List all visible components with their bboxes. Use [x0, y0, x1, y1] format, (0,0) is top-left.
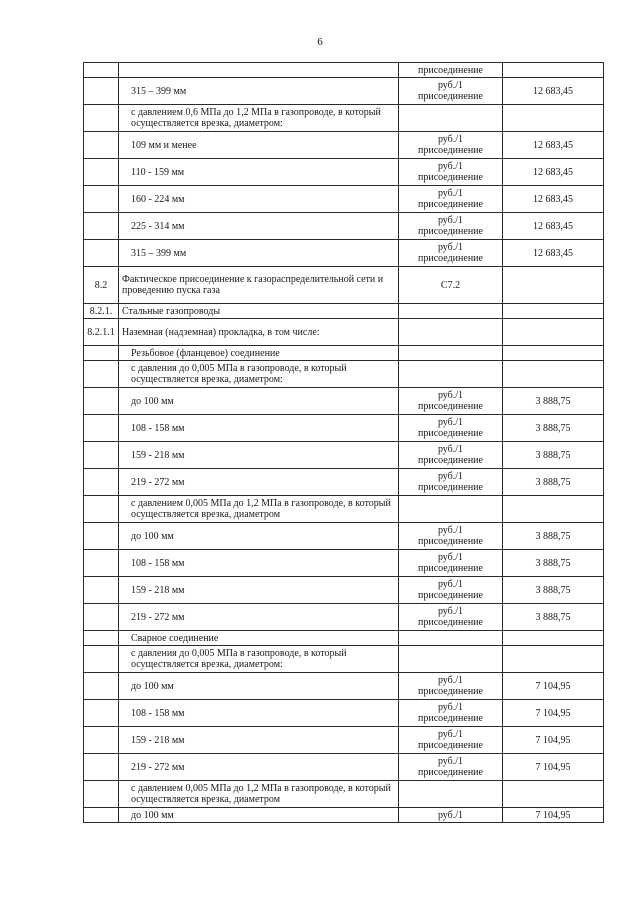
row-name: с давления до 0,005 МПа в газопроводе, в который осуществляется врезка, диаметром:: [119, 361, 399, 388]
unit-line: присоединение: [418, 401, 483, 412]
row-name: до 100 мм: [119, 388, 399, 415]
row-price: 7 104,95: [503, 700, 604, 727]
unit-line: руб./1: [437, 675, 464, 686]
row-name: 225 - 314 мм: [119, 213, 399, 240]
row-code: [84, 78, 119, 105]
row-name: 160 - 224 мм: [119, 186, 399, 213]
row-name: 159 - 218 мм: [119, 727, 399, 754]
row-unit: [399, 415, 503, 442]
row-code: [84, 577, 119, 604]
row-unit: [399, 442, 503, 469]
row-code: 8.2.1.: [84, 304, 119, 319]
row-unit: [399, 304, 503, 319]
table-row: [84, 469, 604, 496]
table-row: [84, 63, 604, 78]
unit-line: присоединение: [418, 767, 483, 778]
row-price: 12 683,45: [503, 159, 604, 186]
row-price: [503, 646, 604, 673]
row-price: [503, 267, 604, 304]
row-price: [503, 781, 604, 808]
row-price: 12 683,45: [503, 213, 604, 240]
row-unit: [399, 63, 503, 78]
tariff-table-body: [84, 63, 604, 823]
table-row: [84, 673, 604, 700]
row-unit: [399, 631, 503, 646]
row-name: [119, 63, 399, 78]
table-row: [84, 159, 604, 186]
row-price: 3 888,75: [503, 550, 604, 577]
row-price: [503, 496, 604, 523]
row-unit: [399, 240, 503, 267]
unit-line: присоединение: [418, 536, 483, 547]
row-unit: [399, 604, 503, 631]
unit-line: присоединение: [418, 563, 483, 574]
row-name: 159 - 218 мм: [119, 442, 399, 469]
unit-line: присоединение: [418, 713, 483, 724]
unit-line: присоединение: [418, 428, 483, 439]
row-name: с давлением 0,005 МПа до 1,2 МПа в газопроводе, в который осуществляется врезка, диаметром: [119, 781, 399, 808]
row-code: [84, 523, 119, 550]
row-price: 3 888,75: [503, 577, 604, 604]
row-unit: [399, 781, 503, 808]
table-row: [84, 78, 604, 105]
row-code: [84, 673, 119, 700]
row-price: 7 104,95: [503, 808, 604, 823]
row-unit: [399, 159, 503, 186]
unit-line: руб./1: [437, 215, 464, 226]
table-row: [84, 132, 604, 159]
unit-line: руб./1: [437, 417, 464, 428]
row-unit: [399, 267, 503, 304]
row-code: [84, 808, 119, 823]
row-name: с давления до 0,005 МПа в газопроводе, в который осуществляется врезка, диаметром:: [119, 646, 399, 673]
row-price: 3 888,75: [503, 523, 604, 550]
row-code: [84, 781, 119, 808]
table-row: [84, 213, 604, 240]
unit-line: присоединение: [418, 253, 483, 264]
row-price: [503, 63, 604, 78]
table-row: [84, 523, 604, 550]
row-name: 108 - 158 мм: [119, 550, 399, 577]
row-name: 315 – 399 мм: [119, 78, 399, 105]
row-unit: [399, 727, 503, 754]
row-unit: [399, 673, 503, 700]
row-unit: [399, 388, 503, 415]
row-code: [84, 63, 119, 78]
table-row: [84, 646, 604, 673]
table-row: [84, 240, 604, 267]
unit-line: руб./1: [437, 756, 464, 767]
row-price: 7 104,95: [503, 673, 604, 700]
row-code: [84, 442, 119, 469]
row-price: 3 888,75: [503, 388, 604, 415]
row-name: 159 - 218 мм: [119, 577, 399, 604]
unit-line: присоединение: [418, 740, 483, 751]
row-name: 108 - 158 мм: [119, 415, 399, 442]
table-row: [84, 388, 604, 415]
table-row: [84, 577, 604, 604]
row-code: [84, 700, 119, 727]
table-row: [84, 754, 604, 781]
row-unit: [399, 186, 503, 213]
row-unit: [399, 361, 503, 388]
row-name: до 100 мм: [119, 808, 399, 823]
row-code: [84, 186, 119, 213]
unit-line: присоединение: [418, 226, 483, 237]
row-price: 3 888,75: [503, 604, 604, 631]
row-name: 108 - 158 мм: [119, 700, 399, 727]
row-code: [84, 159, 119, 186]
table-row: [84, 186, 604, 213]
unit-line: присоединение: [418, 145, 483, 156]
row-price: 3 888,75: [503, 469, 604, 496]
row-name: с давлением 0,6 МПа до 1,2 МПа в газопроводе, в который осуществляется врезка, диаметром:: [119, 105, 399, 132]
unit-line: руб./1: [437, 161, 464, 172]
row-code: [84, 550, 119, 577]
row-name: 109 мм и менее: [119, 132, 399, 159]
row-name: Стальные газопроводы: [119, 304, 399, 319]
row-code: [84, 496, 119, 523]
row-price: 7 104,95: [503, 754, 604, 781]
row-code: [84, 105, 119, 132]
unit-line: присоединение: [418, 590, 483, 601]
unit-line: присоединение: [418, 91, 483, 102]
row-unit: [399, 319, 503, 346]
row-price: 12 683,45: [503, 186, 604, 213]
table-row: [84, 781, 604, 808]
row-price: 3 888,75: [503, 415, 604, 442]
unit-line: присоединение: [418, 617, 483, 628]
table-row: [84, 442, 604, 469]
unit-line: руб./1: [437, 729, 464, 740]
row-unit: [399, 754, 503, 781]
row-price: [503, 105, 604, 132]
row-price: 12 683,45: [503, 78, 604, 105]
row-price: [503, 319, 604, 346]
row-name: Наземная (надземная) прокладка, в том числе:: [119, 319, 399, 346]
row-code: [84, 240, 119, 267]
row-unit: [399, 213, 503, 240]
row-name: 219 - 272 мм: [119, 469, 399, 496]
row-name: 110 - 159 мм: [119, 159, 399, 186]
unit-line: присоединение: [418, 455, 483, 466]
table-row: [84, 319, 604, 346]
row-code: [84, 631, 119, 646]
table-row: [84, 550, 604, 577]
row-name: 219 - 272 мм: [119, 604, 399, 631]
row-price: 7 104,95: [503, 727, 604, 754]
page-number: 6: [317, 36, 323, 48]
unit-line: руб./1: [437, 702, 464, 713]
row-unit: [399, 700, 503, 727]
row-price: [503, 361, 604, 388]
table-row: [84, 105, 604, 132]
row-price: [503, 346, 604, 361]
row-unit: [399, 346, 503, 361]
row-price: [503, 631, 604, 646]
row-unit: [399, 105, 503, 132]
row-unit: [399, 132, 503, 159]
unit-line: руб./1: [437, 444, 464, 455]
row-code: 8.2.1.1: [84, 319, 119, 346]
row-unit: [399, 78, 503, 105]
table-row: [84, 808, 604, 823]
unit-line: руб./1: [437, 606, 464, 617]
unit-line: руб./1: [437, 390, 464, 401]
row-code: [84, 754, 119, 781]
row-name: до 100 мм: [119, 673, 399, 700]
unit-line: руб./1: [437, 134, 464, 145]
row-code: [84, 469, 119, 496]
unit-line: руб./1: [437, 471, 464, 482]
table-row: [84, 727, 604, 754]
row-name: с давлением 0,005 МПа до 1,2 МПа в газопроводе, в который осуществляется врезка, диаметром: [119, 496, 399, 523]
unit-line: руб./1: [437, 188, 464, 199]
row-code: 8.2: [84, 267, 119, 304]
table-row: [84, 496, 604, 523]
row-name: до 100 мм: [119, 523, 399, 550]
unit-line: руб./1: [437, 80, 464, 91]
row-code: [84, 646, 119, 673]
table-row: [84, 631, 604, 646]
row-price: 12 683,45: [503, 132, 604, 159]
unit-line: руб./1: [437, 552, 464, 563]
table-row: [84, 415, 604, 442]
row-unit: [399, 577, 503, 604]
row-name: 219 - 272 мм: [119, 754, 399, 781]
row-code: [84, 388, 119, 415]
row-unit: [399, 469, 503, 496]
row-name: 315 – 399 мм: [119, 240, 399, 267]
row-price: 12 683,45: [503, 240, 604, 267]
row-name: Резьбовое (фланцевое) соединение: [119, 346, 399, 361]
row-code: [84, 346, 119, 361]
table-row: [84, 361, 604, 388]
row-name: Сварное соединение: [119, 631, 399, 646]
table-row: [84, 604, 604, 631]
row-name: Фактическое присоединение к газораспределительной сети и проведению пуска газа: [119, 267, 399, 304]
row-code: [84, 361, 119, 388]
unit-line: руб./1: [437, 809, 464, 821]
row-code: [84, 604, 119, 631]
row-unit: [399, 550, 503, 577]
row-unit: [399, 496, 503, 523]
row-unit: [399, 808, 503, 823]
row-unit: [399, 523, 503, 550]
unit-line: С7.2: [440, 279, 461, 291]
row-code: [84, 213, 119, 240]
row-price: [503, 304, 604, 319]
row-code: [84, 415, 119, 442]
unit-line: присоединение: [418, 199, 483, 210]
unit-line: руб./1: [437, 242, 464, 253]
unit-line: руб./1: [437, 579, 464, 590]
unit-line: присоединение: [418, 482, 483, 493]
unit-line: присоединение: [418, 172, 483, 183]
unit-line: присоединение: [418, 64, 483, 76]
unit-line: руб./1: [437, 525, 464, 536]
row-price: 3 888,75: [503, 442, 604, 469]
row-unit: [399, 646, 503, 673]
row-code: [84, 132, 119, 159]
tariff-table: [83, 62, 604, 823]
row-code: [84, 727, 119, 754]
table-row: [84, 304, 604, 319]
unit-line: присоединение: [418, 686, 483, 697]
table-row: [84, 267, 604, 304]
table-row: [84, 346, 604, 361]
table-row: [84, 700, 604, 727]
